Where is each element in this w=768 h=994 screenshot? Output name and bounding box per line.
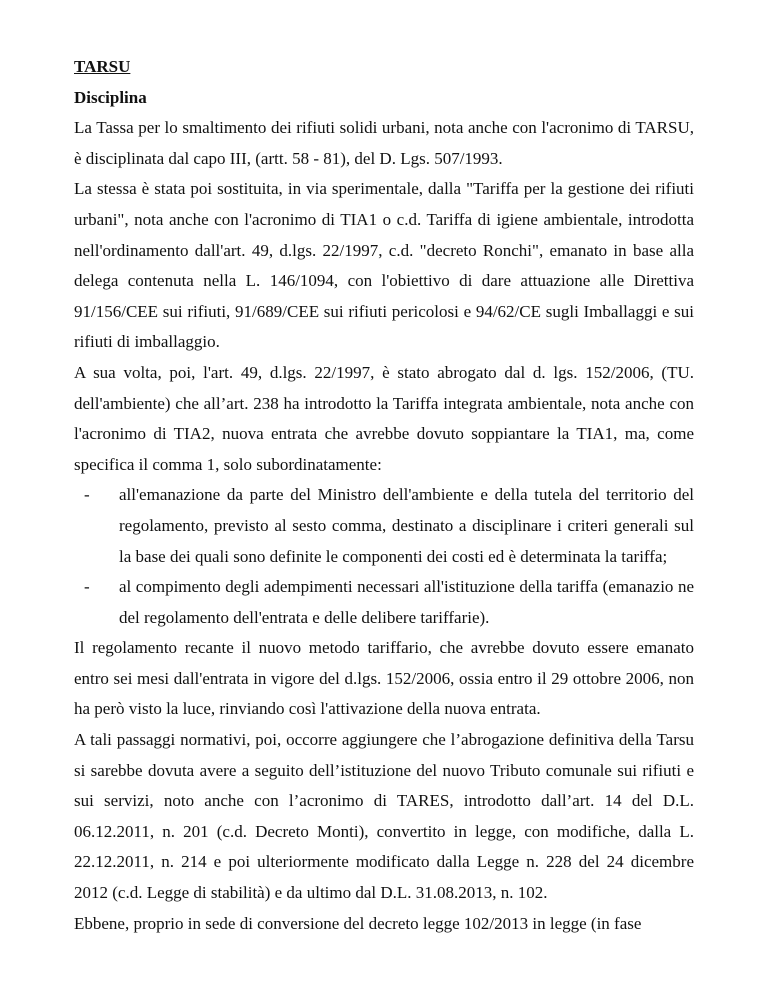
section-heading: Disciplina [74,87,147,107]
list-item [74,480,694,572]
list-item [74,572,694,633]
paragraph-6: Ebbene, proprio in sede di conversione del decreto legge 102/2013 in legge (in fase [74,913,642,933]
paragraph-4: Il regolamento recante il nuovo metodo tariffario, che avrebbe dovuto essere emanato entro sei mesi dall'entrata in vigore del d.lgs. 152/2006, ossia entro il 29 ottobre 2006, non ha però visto la luce, rinviando così l'attivazione della nuova entrata. [74,638,694,719]
list-dash: - [84,485,90,505]
paragraph-3: A sua volta, poi, l'art. 49, d.lgs. 22/1997, è stato abrogato dal d. lgs. 152/2006, (TU. dell'ambiente) che all’art. 238 ha introdotto la Tariffa integrata ambientale, nota anche con l'acronimo di TIA2, nuova entrata che avrebbe dovuto soppiantare la TIA1, ma, come specifica il comma 1, solo subordinatamente: [74,362,694,474]
paragraph-1: La Tassa per lo smaltimento dei rifiuti solidi urbani, nota anche con l'acronimo di TARSU, è disciplinata dal capo III, (artt. 58 - 81), del D. Lgs. 507/1993. [74,118,694,168]
document-title: TARSU [74,57,131,76]
paragraph-5: A tali passaggi normativi, poi, occorre aggiungere che l’abrogazione definitiva della Tarsu si sarebbe dovuta avere a seguito dell’istituzione del nuovo Tributo comunale sui rifiuti e sui servizi, noto anche con l’acronimo di TARES, introdotto dall’art. 14 del D.L. 06.12.2011, n. 201 (c.d. Decreto Monti), convertito in legge, con modifiche, dalla L. 22.12.2011, n. 214 e poi ulteriormente modificato dalla Legge n. 228 del 24 dicembre 2012 (c.d. Legge di stabilità) e da ultimo dal D.L. 31.08.2013, n. 102. [74,730,694,903]
paragraph-2: La stessa è stata poi sostituita, in via sperimentale, dalla "Tariffa per la gestione dei rifiuti urbani", nota anche con l'acronimo di TIA1 o c.d. Tariffa di igiene ambientale, introdotta nell'ordinamento dall'art. 49, d.lgs. 22/1997, c.d. "decreto Ronchi", emanato in base alla delega contenuta nella L. 146/1094, con l'obiettivo di dare attuazione alle Direttiva 91/156/CEE sui rifiuti, 91/689/CEE sui rifiuti pericolosi e 94/62/CE sugli Imballaggi e sui rifiuti di imballaggio. [74,179,694,352]
list-dash: - [84,577,90,597]
list-item-text: al compimento degli adempimenti necessari all'istituzione della tariffa (emanazio ne del regolamento dell'entrata e delle delibere tariffarie). [119,577,694,627]
conditions-list [74,480,694,633]
document-page [74,52,694,939]
list-item-text: all'emanazione da parte del Ministro dell'ambiente e della tutela del territorio del regolamento, previsto al sesto comma, destinato a disciplinare i criteri generali sul la base dei quali sono definite le componenti dei costi ed è determinata la tariffa; [119,485,694,566]
